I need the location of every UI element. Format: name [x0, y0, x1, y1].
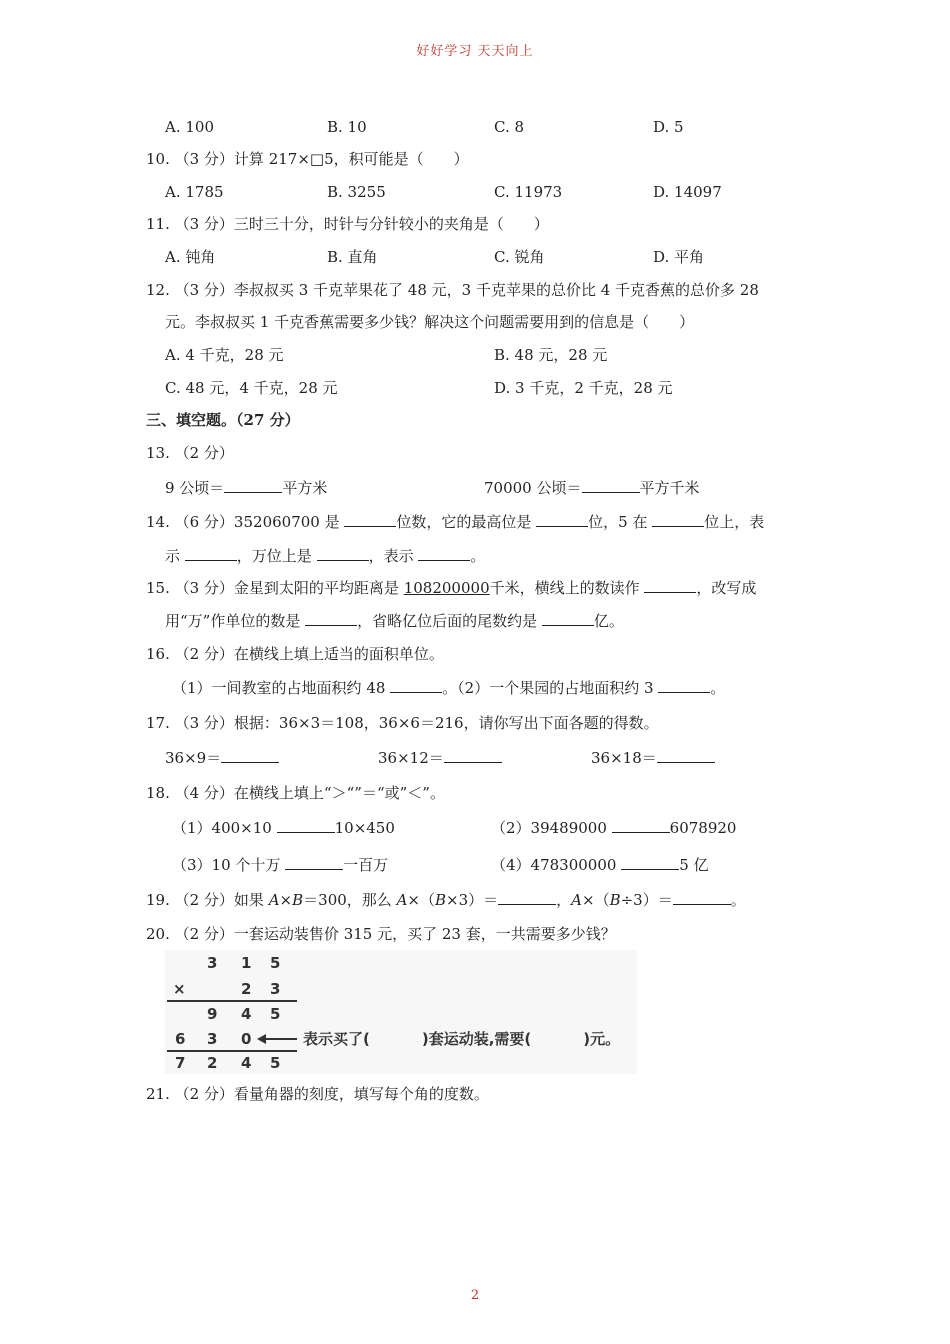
digit: 1	[241, 954, 252, 972]
q11-option-c: C. 锐角	[494, 248, 545, 266]
q15-line1: 15. （3 分）金星到太阳的平均距离是 108200000千米，横线上的数读作 ，改写成	[146, 579, 757, 597]
q11-option-d: D. 平角	[653, 248, 705, 266]
q12-option-c: C. 48 元，4 千克，28 元	[165, 379, 338, 397]
q15-line2: 用“万”作单位的数是 ，省略亿位后面的尾数约是 亿。	[165, 612, 624, 630]
q17-part-c: 36×18＝	[591, 748, 715, 768]
digit: 3	[207, 954, 218, 972]
answer-blank[interactable]	[621, 855, 679, 870]
digit: 4	[241, 1054, 252, 1072]
answer-blank[interactable]	[224, 478, 282, 493]
q21-stem: 21. （2 分）看量角器的刻度，填写每个角的度数。	[146, 1085, 489, 1103]
q13-stem: 13. （2 分）	[146, 444, 234, 462]
q17-stem: 17. （3 分）根据：36×3＝108，36×6＝216，请你写出下面各题的得数。	[146, 714, 659, 732]
q18-part-2: （2）39489000 6078920	[491, 819, 737, 837]
q16-parts: （1）一间教室的占地面积约 48 。（2）一个果园的占地面积约 3 。	[172, 679, 726, 697]
q13-part-b: 70000 公顷＝ 平方千米	[484, 479, 700, 497]
q11-stem: 11. （3 分）三时三十分，时针与分针较小的夹角是（ ）	[146, 215, 549, 233]
answer-blank[interactable]	[658, 678, 710, 693]
q12-stem-line1: 12. （3 分）李叔叔买 3 千克苹果花了 48 元，3 千克苹果的总价比 4 千克香蕉的总价多 28	[146, 281, 759, 299]
q18-part-4: （4）478300000 5 亿	[491, 856, 709, 874]
answer-blank[interactable]	[390, 678, 442, 693]
q17-part-a: 36×9＝	[165, 748, 279, 768]
page-header: 好好学习 天天向上	[416, 44, 534, 59]
q9-option-d: D. 5	[653, 118, 684, 136]
q12-option-b: B. 48 元，28 元	[494, 346, 608, 364]
answer-blank[interactable]	[536, 512, 588, 527]
rule-line	[167, 1000, 297, 1002]
section-title: 三、填空题。（27 分）	[146, 411, 300, 429]
q18-part-1: （1）400×10 10×450	[172, 819, 395, 837]
digit: 2	[207, 1054, 218, 1072]
q10-option-b: B. 3255	[327, 183, 386, 201]
q13-part-a: 9 公顷＝ 平方米	[165, 479, 328, 497]
page-number: 2	[470, 1288, 480, 1303]
vertical-multiplication-figure	[165, 950, 637, 1074]
answer-blank[interactable]	[673, 890, 731, 905]
q19-line: 19. （2 分）如果 A×B＝300，那么 A×（B×3）＝ ，A×（B÷3）＝ 。	[146, 891, 746, 909]
q9-option-b: B. 10	[327, 118, 367, 136]
q9-option-a: A. 100	[165, 118, 214, 136]
answer-blank[interactable]	[185, 546, 237, 561]
digit: 3	[207, 1030, 218, 1048]
digit: 2	[241, 980, 252, 998]
q11-option-b: B. 直角	[327, 248, 378, 266]
digit: 3	[270, 980, 281, 998]
left-arrow-icon	[257, 1032, 299, 1046]
calc-note: 表示买了( )套运动装,需要( )元。	[303, 1030, 621, 1048]
digit: 5	[270, 1005, 281, 1023]
digit: 5	[270, 954, 281, 972]
digit: 6	[175, 1030, 186, 1048]
answer-blank[interactable]	[498, 890, 556, 905]
q10-option-c: C. 11973	[494, 183, 563, 201]
answer-blank[interactable]	[317, 546, 369, 561]
q11-option-a: A. 钝角	[165, 248, 216, 266]
digit: 9	[207, 1005, 218, 1023]
q10-option-d: D. 14097	[653, 183, 722, 201]
q18-stem: 18. （4 分）在横线上填上“＞“”＝“或”＜”。	[146, 784, 445, 802]
q10-stem: 10. （3 分）计算 217×□5，积可能是（ ）	[146, 150, 469, 168]
answer-blank[interactable]	[542, 611, 594, 626]
multiply-sign: ×	[173, 980, 186, 998]
q17-part-b: 36×12＝	[378, 748, 502, 768]
q12-option-a: A. 4 千克，28 元	[165, 346, 284, 364]
q12-stem-line2: 元。李叔叔买 1 千克香蕉需要多少钱？解决这个问题需要用到的信息是（ ）	[165, 313, 695, 331]
answer-blank[interactable]	[657, 748, 715, 763]
q12-option-d: D. 3 千克，2 千克，28 元	[494, 379, 673, 397]
answer-blank[interactable]	[344, 512, 396, 527]
q14-line1: 14. （6 分）352060700 是 位数，它的最高位是 位，5 在 位上，表	[146, 513, 765, 531]
answer-blank[interactable]	[644, 578, 696, 593]
answer-blank[interactable]	[444, 748, 502, 763]
q10-option-a: A. 1785	[165, 183, 224, 201]
digit: 0	[241, 1030, 252, 1048]
q9-option-c: C. 8	[494, 118, 525, 136]
q20-stem: 20. （2 分）一套运动装售价 315 元，买了 23 套，一共需要多少钱？	[146, 925, 616, 943]
digit: 7	[175, 1054, 186, 1072]
q14-line2: 示 ，万位上是 ，表示 。	[165, 547, 486, 565]
answer-blank[interactable]	[305, 611, 357, 626]
digit: 5	[270, 1054, 281, 1072]
q18-part-3: （3）10 个十万 一百万	[172, 856, 389, 874]
answer-blank[interactable]	[652, 512, 704, 527]
answer-blank[interactable]	[221, 748, 279, 763]
q16-stem: 16. （2 分）在横线上填上适当的面积单位。	[146, 645, 444, 663]
answer-blank[interactable]	[582, 478, 640, 493]
answer-blank[interactable]	[285, 855, 343, 870]
answer-blank[interactable]	[277, 818, 335, 833]
answer-blank[interactable]	[418, 546, 470, 561]
digit: 4	[241, 1005, 252, 1023]
rule-line	[167, 1050, 297, 1052]
answer-blank[interactable]	[612, 818, 670, 833]
